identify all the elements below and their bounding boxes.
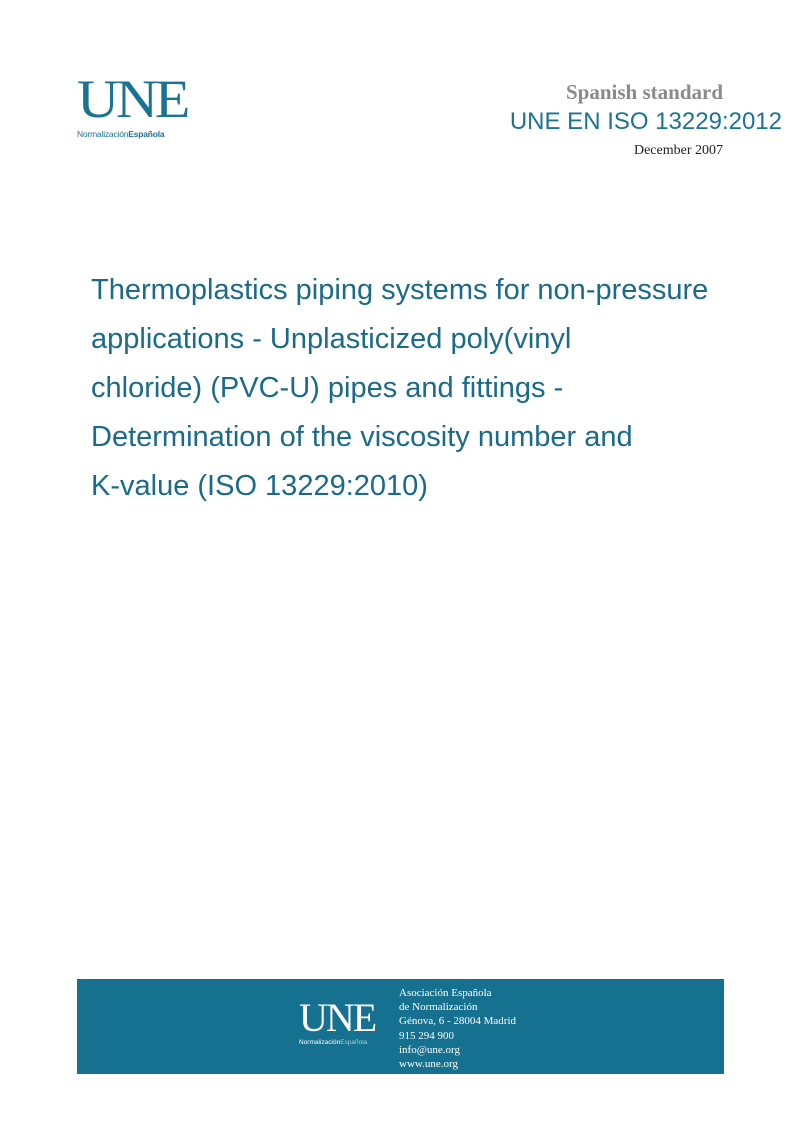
footer-banner bbox=[77, 979, 724, 1074]
footer-logo-sub-normalizacion: Normalización bbox=[299, 1039, 341, 1046]
title-line: K-value (ISO 13229:2010) bbox=[91, 470, 428, 502]
logo-sub-normalizacion: Normalización bbox=[77, 129, 129, 139]
footer-contact-info bbox=[399, 986, 516, 1071]
footer-email[interactable]: info@une.org bbox=[399, 1043, 460, 1056]
document-title bbox=[91, 266, 791, 511]
footer-logo-subtitle bbox=[299, 1039, 375, 1046]
title-line: Determination of the viscosity number and bbox=[91, 421, 633, 453]
footer-une-logo bbox=[299, 995, 376, 1046]
title-line: Thermoplastics piping systems for non-pressure bbox=[91, 274, 709, 306]
footer-org-name-2: de Normalización bbox=[399, 1001, 478, 1014]
publication-date: December 2007 bbox=[633, 143, 723, 158]
une-logo-mark: UNE bbox=[77, 69, 188, 129]
une-logo-subtitle bbox=[77, 129, 197, 139]
footer-address: Génova, 6 - 28004 Madrid bbox=[399, 1015, 517, 1028]
footer-org-name: Asociación Española bbox=[399, 987, 492, 999]
footer-logo-mark: UNE bbox=[299, 995, 376, 1040]
standard-code: UNE EN ISO 13229:2012 bbox=[509, 108, 782, 135]
footer-logo-sub-espanola: Española bbox=[340, 1039, 368, 1046]
title-line: chloride) (PVC-U) pipes and fittings - bbox=[91, 372, 564, 404]
title-line: applications - Unplasticized poly(vinyl bbox=[91, 323, 572, 355]
logo-sub-espanola: Española bbox=[128, 129, 165, 139]
document-type: Spanish standard bbox=[566, 80, 723, 104]
footer-phone: 915 294 900 bbox=[399, 1029, 454, 1042]
une-logo bbox=[77, 69, 197, 139]
footer-website[interactable]: www.une.org bbox=[399, 1058, 458, 1071]
